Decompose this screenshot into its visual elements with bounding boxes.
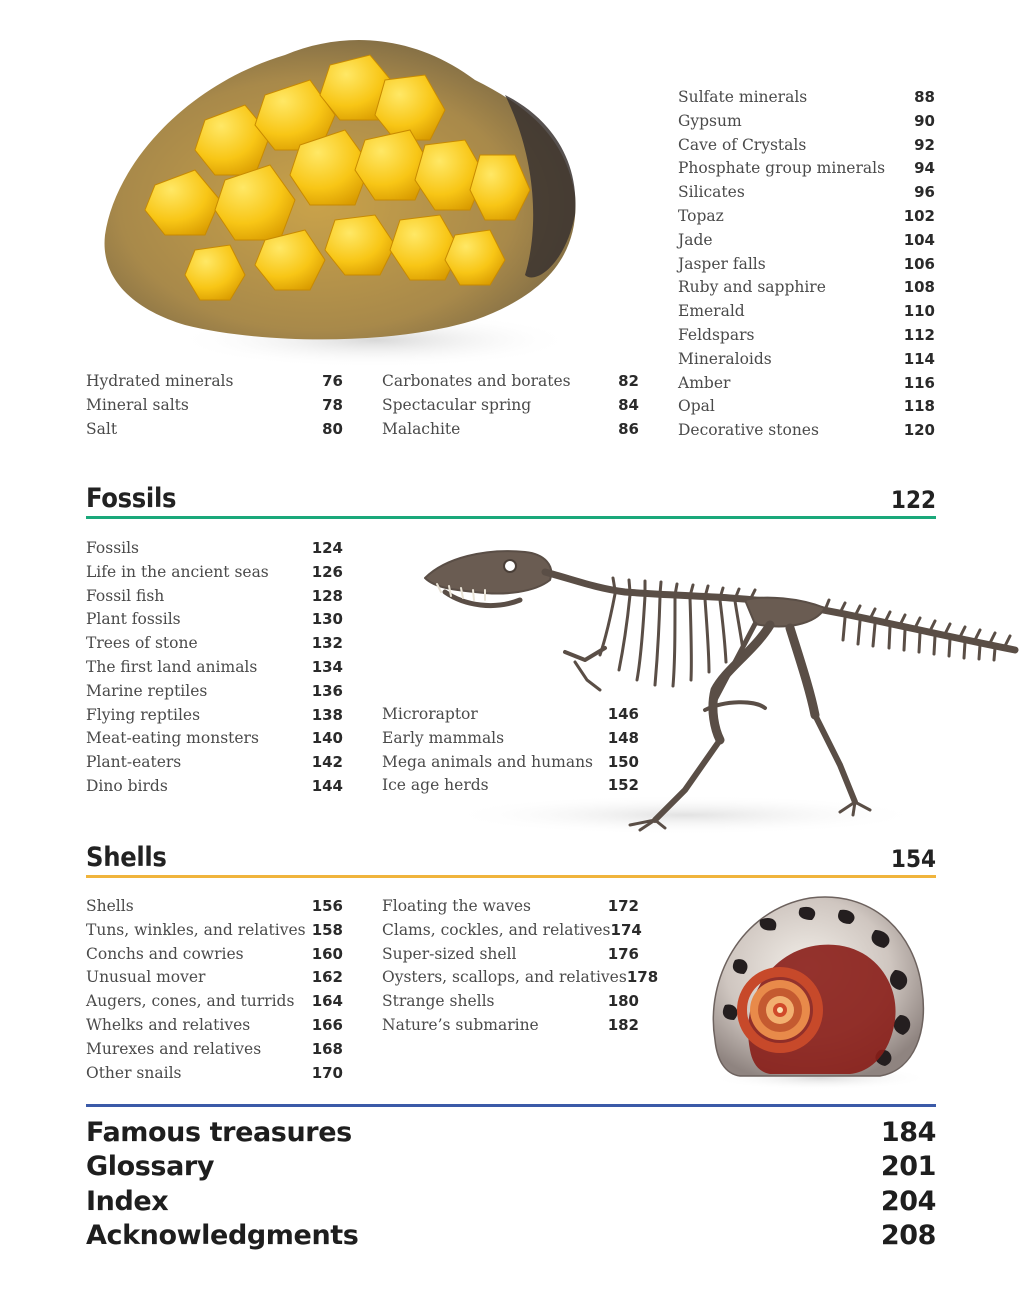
back-matter-entry[interactable] xyxy=(86,1219,936,1254)
fossils-rule xyxy=(86,516,936,519)
toc-entry-title: Clams, cockles, and relatives xyxy=(382,920,611,939)
toc-entry-title: Ruby and sapphire xyxy=(678,278,826,297)
toc-entry-title: Flying reptiles xyxy=(86,705,201,724)
section-heading-shells[interactable] xyxy=(86,839,936,873)
toc-entry-page: 108 xyxy=(903,278,935,297)
toc-entry-title: Mega animals and humans xyxy=(382,752,594,771)
toc-entry-page: 178 xyxy=(626,968,659,987)
toc-entry-page: 136 xyxy=(311,681,343,700)
toc-entry-page: 148 xyxy=(607,728,639,747)
back-matter-entry[interactable] xyxy=(86,1115,936,1150)
toc-entry-title: Mineraloids xyxy=(678,349,772,368)
toc-entry-page: 182 xyxy=(607,1015,639,1034)
toc-entry-page: 104 xyxy=(903,230,935,249)
section-title: Fossils xyxy=(86,483,177,514)
shells-rule xyxy=(86,875,936,878)
toc-entry-page: 80 xyxy=(322,419,343,438)
sulfur-crystal-image xyxy=(95,25,590,375)
toc-entry[interactable] xyxy=(678,136,935,160)
toc-entry-title: Floating the waves xyxy=(382,897,532,915)
back-matter-title: Glossary xyxy=(86,1151,215,1183)
toc-entry-title: Plant-eaters xyxy=(86,753,182,772)
toc-entry-title: Jade xyxy=(678,230,713,249)
toc-entry-title: Murexes and relatives xyxy=(86,1039,262,1058)
toc-entry-page: 146 xyxy=(607,705,639,723)
toc-entry[interactable] xyxy=(678,183,935,207)
toc-entry[interactable] xyxy=(86,396,343,420)
toc-entry[interactable] xyxy=(86,1016,343,1040)
toc-entry-page: 124 xyxy=(311,539,343,557)
toc-entry-title: Marine reptiles xyxy=(86,681,208,700)
toc-entry[interactable] xyxy=(86,420,343,444)
toc-entry[interactable] xyxy=(382,897,639,921)
toc-entry[interactable] xyxy=(86,968,343,992)
toc-entry-page: 116 xyxy=(903,373,935,392)
toc-entry-page: 102 xyxy=(903,206,935,225)
toc-entry-page: 106 xyxy=(903,254,935,273)
toc-entry-title: Fossils xyxy=(86,539,140,557)
toc-entry[interactable] xyxy=(86,372,343,396)
toc-entry-title: Carbonates and borates xyxy=(382,372,571,390)
toc-entry[interactable] xyxy=(678,421,935,445)
toc-entry-title: Microraptor xyxy=(382,705,478,723)
minerals-col-3 xyxy=(678,88,935,445)
toc-entry[interactable] xyxy=(678,88,935,112)
toc-entry-title: Topaz xyxy=(678,206,724,225)
toc-entry-page: 180 xyxy=(607,992,639,1011)
toc-entry[interactable] xyxy=(678,207,935,231)
toc-entry[interactable] xyxy=(382,420,639,444)
back-matter-rule xyxy=(86,1104,936,1107)
toc-entry-title: Hydrated minerals xyxy=(86,372,234,390)
toc-entry[interactable] xyxy=(86,729,343,753)
toc-entry-title: Malachite xyxy=(382,419,461,438)
toc-entry-page: 88 xyxy=(914,88,935,106)
toc-entry-page: 132 xyxy=(311,634,343,653)
toc-entry-page: 84 xyxy=(618,395,639,414)
toc-entry[interactable] xyxy=(86,945,343,969)
section-page: 122 xyxy=(890,486,936,514)
toc-entry[interactable] xyxy=(86,587,343,611)
toc-entry-title: The first land animals xyxy=(86,657,258,676)
back-matter-title: Acknowledgments xyxy=(86,1220,359,1252)
toc-entry[interactable] xyxy=(86,706,343,730)
back-matter-title: Famous treasures xyxy=(86,1116,352,1148)
toc-entry[interactable] xyxy=(86,992,343,1016)
toc-entry-page: 120 xyxy=(903,421,935,440)
toc-entry[interactable] xyxy=(86,777,343,801)
toc-entry[interactable] xyxy=(86,610,343,634)
fossils-col-1 xyxy=(86,539,343,801)
toc-entry-title: Phosphate group minerals xyxy=(678,159,886,178)
toc-entry[interactable] xyxy=(678,278,935,302)
toc-entry-page: 158 xyxy=(311,920,343,939)
toc-entry-title: Whelks and relatives xyxy=(86,1015,251,1034)
toc-entry-page: 162 xyxy=(311,968,343,987)
toc-entry-title: Meat-eating monsters xyxy=(86,729,259,748)
toc-entry[interactable] xyxy=(678,397,935,421)
toc-entry-page: 174 xyxy=(610,920,642,939)
back-matter-page: 208 xyxy=(880,1220,936,1252)
toc-entry-page: 170 xyxy=(311,1063,343,1082)
toc-entry[interactable] xyxy=(86,753,343,777)
toc-entry-title: Shells xyxy=(86,897,134,915)
toc-entry[interactable] xyxy=(382,992,639,1016)
toc-entry[interactable] xyxy=(86,563,343,587)
toc-entry-page: 90 xyxy=(914,111,935,130)
toc-entry-page: 110 xyxy=(903,302,935,321)
shells-col-1 xyxy=(86,897,343,1087)
back-matter-entry[interactable] xyxy=(86,1184,936,1219)
toc-entry[interactable] xyxy=(86,1064,343,1088)
toc-entry[interactable] xyxy=(382,396,639,420)
toc-entry-page: 152 xyxy=(607,776,639,795)
toc-entry[interactable] xyxy=(678,231,935,255)
toc-entry[interactable] xyxy=(382,372,639,396)
toc-entry-page: 138 xyxy=(311,705,343,724)
toc-entry-title: Feldspars xyxy=(678,325,755,344)
back-matter-title: Index xyxy=(86,1185,169,1217)
toc-entry-title: Jasper falls xyxy=(678,254,766,273)
toc-entry[interactable] xyxy=(86,658,343,682)
toc-entry-page: 160 xyxy=(311,944,343,963)
toc-entry-page: 92 xyxy=(914,135,935,154)
toc-entry-title: Trees of stone xyxy=(86,634,198,653)
toc-entry[interactable] xyxy=(678,159,935,183)
toc-entry-page: 96 xyxy=(914,183,935,202)
back-matter-page: 204 xyxy=(880,1185,936,1217)
toc-entry[interactable] xyxy=(678,112,935,136)
toc-entry-page: 172 xyxy=(607,897,639,915)
toc-entry[interactable] xyxy=(678,326,935,350)
toc-entry-page: 144 xyxy=(311,776,343,795)
snail-shell-image xyxy=(700,890,940,1090)
toc-entry-page: 78 xyxy=(322,395,343,414)
toc-entry-title: Super-sized shell xyxy=(382,944,517,963)
toc-entry-page: 126 xyxy=(311,562,343,581)
toc-entry-page: 166 xyxy=(311,1015,343,1034)
toc-entry-page: 86 xyxy=(618,419,639,438)
toc-entry-title: Other snails xyxy=(86,1063,182,1082)
toc-entry-title: Conchs and cowries xyxy=(86,944,244,963)
toc-entry-title: Silicates xyxy=(678,183,745,202)
toc-entry-title: Nature’s submarine xyxy=(382,1015,539,1034)
back-matter-list xyxy=(86,1115,936,1253)
toc-entry-title: Salt xyxy=(86,419,118,438)
toc-entry-title: Augers, cones, and turrids xyxy=(86,992,295,1011)
toc-entry-title: Emerald xyxy=(678,302,745,321)
section-heading-fossils[interactable] xyxy=(86,480,936,514)
toc-entry[interactable] xyxy=(678,302,935,326)
shells-col-2 xyxy=(382,897,659,1040)
toc-entry-page: 150 xyxy=(607,752,639,771)
toc-entry-title: Tuns, winkles, and relatives xyxy=(86,920,306,939)
toc-entry[interactable] xyxy=(86,682,343,706)
toc-entry-title: Oysters, scallops, and relatives xyxy=(382,968,627,987)
toc-entry-title: Gypsum xyxy=(678,111,742,130)
toc-entry[interactable] xyxy=(382,920,642,945)
toc-entry-page: 140 xyxy=(311,729,343,748)
toc-entry-title: Opal xyxy=(678,397,715,416)
section-title: Shells xyxy=(86,842,167,873)
minerals-col-2 xyxy=(382,372,639,443)
toc-entry-title: Life in the ancient seas xyxy=(86,562,269,581)
toc-entry-title: Fossil fish xyxy=(86,586,165,605)
toc-entry-title: Cave of Crystals xyxy=(678,135,807,154)
toc-entry-title: Plant fossils xyxy=(86,610,181,629)
toc-entry[interactable] xyxy=(678,350,935,374)
toc-entry-title: Early mammals xyxy=(382,728,505,747)
toc-entry[interactable] xyxy=(382,1016,639,1040)
toc-entry-title: Dino birds xyxy=(86,776,168,795)
toc-entry[interactable] xyxy=(678,374,935,398)
toc-entry-page: 82 xyxy=(618,372,639,390)
toc-entry-title: Unusual mover xyxy=(86,968,206,987)
toc-entry[interactable] xyxy=(86,921,343,945)
toc-entry[interactable] xyxy=(86,539,343,563)
minerals-col-1 xyxy=(86,372,343,443)
toc-entry-page: 164 xyxy=(311,992,343,1011)
toc-entry-title: Sulfate minerals xyxy=(678,88,808,106)
toc-entry-page: 156 xyxy=(311,897,343,915)
toc-entry[interactable] xyxy=(86,897,343,921)
toc-entry-page: 130 xyxy=(311,610,343,629)
toc-entry-page: 114 xyxy=(903,349,935,368)
toc-entry[interactable] xyxy=(86,634,343,658)
toc-entry-page: 76 xyxy=(322,372,343,390)
toc-entry-page: 142 xyxy=(311,753,343,772)
toc-entry-title: Strange shells xyxy=(382,992,495,1011)
dinosaur-skeleton-image xyxy=(415,540,1020,840)
toc-entry-page: 118 xyxy=(903,397,935,416)
toc-entry[interactable] xyxy=(86,1040,343,1064)
toc-entry-page: 176 xyxy=(607,944,639,963)
toc-entry-title: Amber xyxy=(678,373,731,392)
toc-entry-title: Decorative stones xyxy=(678,421,819,440)
back-matter-page: 184 xyxy=(880,1116,936,1148)
toc-entry-page: 168 xyxy=(311,1039,343,1058)
back-matter-page: 201 xyxy=(880,1151,936,1183)
toc-entry-page: 94 xyxy=(914,159,935,178)
toc-entry[interactable] xyxy=(382,945,639,969)
toc-entry-title: Mineral salts xyxy=(86,395,189,414)
toc-entry[interactable] xyxy=(382,968,659,992)
toc-entry-page: 128 xyxy=(311,586,343,605)
toc-entry[interactable] xyxy=(678,255,935,279)
toc-entry-title: Spectacular spring xyxy=(382,395,532,414)
section-page: 154 xyxy=(890,845,936,873)
toc-entry-page: 134 xyxy=(311,657,343,676)
toc-entry-page: 112 xyxy=(903,325,935,344)
back-matter-entry[interactable] xyxy=(86,1150,936,1185)
toc-entry-title: Ice age herds xyxy=(382,776,489,795)
